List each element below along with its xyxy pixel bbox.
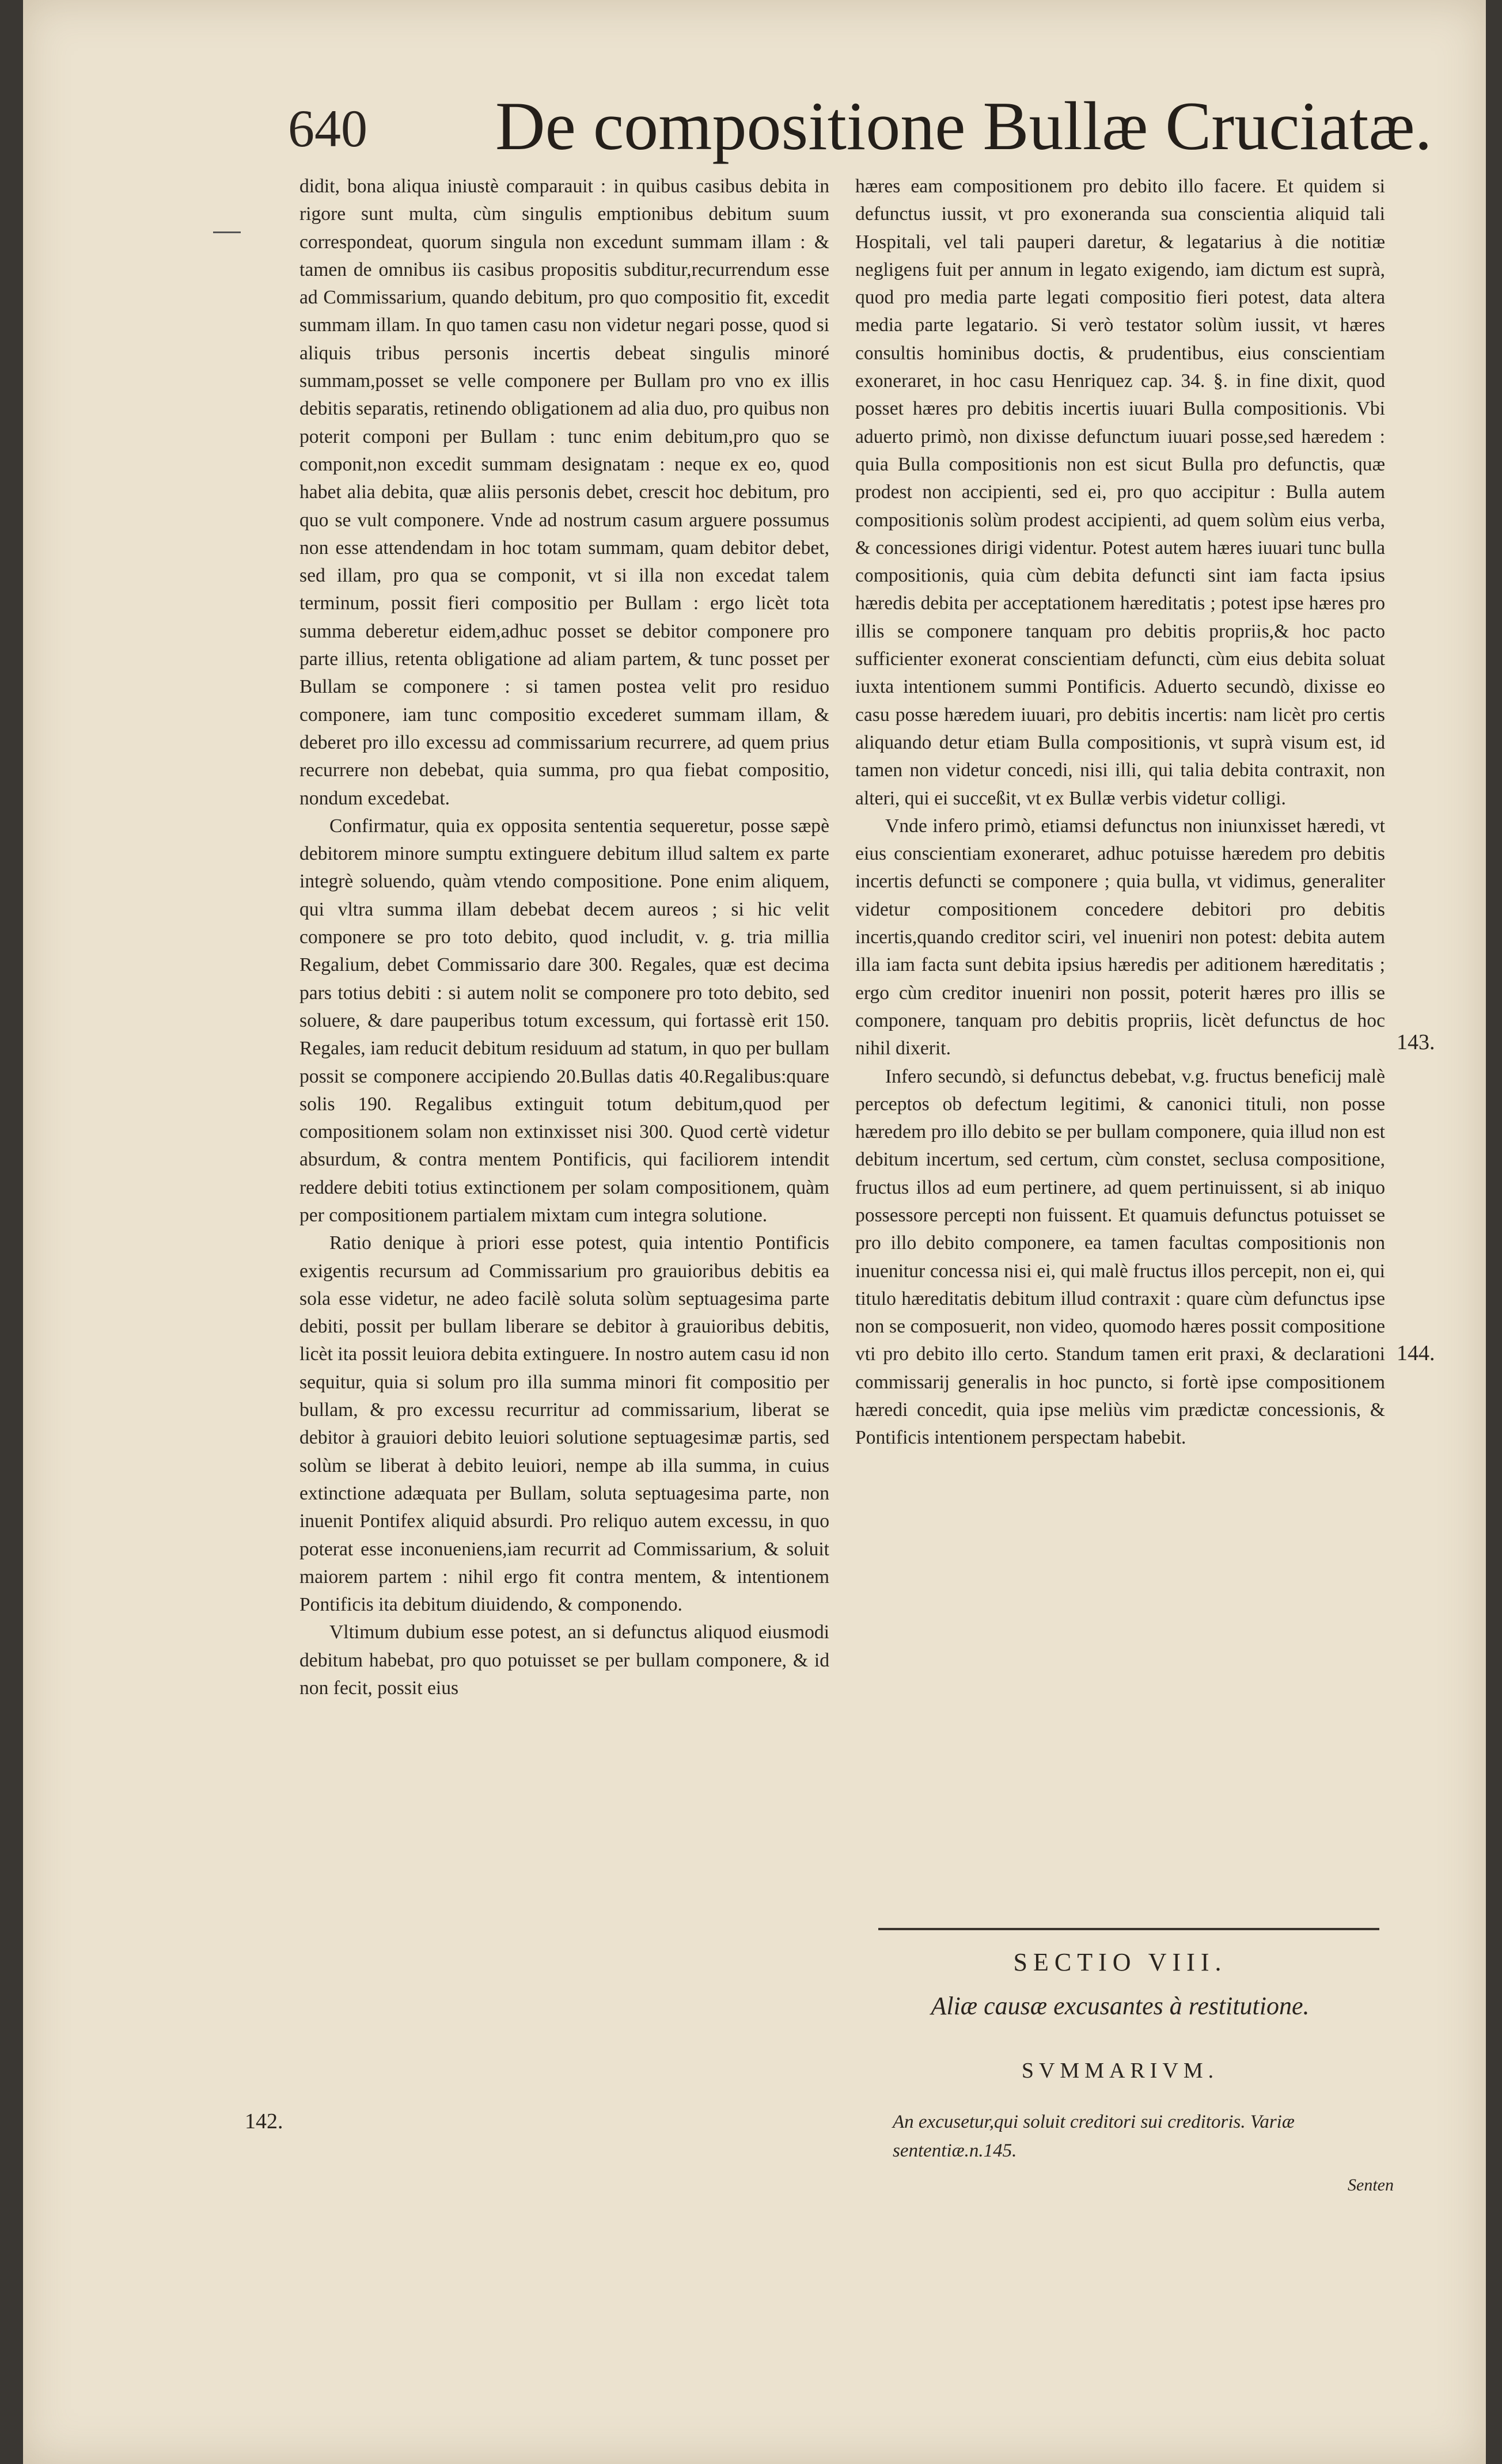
paragraph: Confirmatur, quia ex opposita sententia sequeretur, posse sæpè debitorem minore sumptu extinguere debitum illud saltem ex parte integrè soluendo, quàm vtendo compositione. Pone enim aliquem, qui vltra summa illam debebat decem aureos ; si hic velit componere se pro toto debito, quod includit, v. g. tria millia Regalium, debet Commissario dare 300. Regales, quæ est decima pars totius debiti : si autem nolit se componere pro toto debito, sed soluere, & dare pauperibus totum excessum, qui fortassè erit 150. Regales, iam reducit debitum residuum ad statum, in quo per bullam possit se componere accipiendo 20.Bullas datis 40.Regalibus:quare solis 190. Regalibus extinguit totum debitum,quod per compositionem solam non extinxisset nisi 300. Quod certè videtur absurdum, & contra mentem Pontificis, qui faciliorem intendit reddere debiti totius extinctionem per solam compositionem, quàm per compositionem partialem mixtam cum integra solutione.: [299, 815, 829, 1226]
section-heading: SECTIO VIII.: [1013, 1948, 1227, 1976]
paragraph: Infero secundò, si defunctus debebat, v.g. fructus beneficij malè perceptos ob defectum legitimi, & canonici tituli, non posse hæredem pro illo debito se per bullam componere, quia illud non est debitum incertum, sed certum, cùm constet, seclusa compositione, fructus illos ad eum pertinere, ad quem pertinuissent, si ab iniquo possessore percepti non fuissent. Et quamuis defunctus potuisset se pro illo debito componere, ea tamen facultas compositionis non inuenitur concessa nisi ei, qui malè fructus illos percepit, non ei, qui titulo hæreditatis debitum illud contraxit : quare cùm defunctus ipse non se composuerit, non video, quomodo hæres possit compositione vti pro debito illo certo. Standum tamen erit praxi, & declarationi commissarij generalis in hoc puncto, si fortè ipse compositionem hæredi concedit, quia ipse meliùs vim prædictæ concessionis, & Pontificis intentionem perspectam habebit.: [855, 1065, 1385, 1449]
paragraph: hæres eam compositionem pro debito illo facere. Et quidem si defunctus iussit, vt pro exoneranda sua conscientia aliquid tali Hospitali, vel tali pauperi daretur, & legatarius à die notitiæ negligens fuit per annum in legato exigendo, iam dictum est suprà, quod pro media parte legati compositio fieri potest, data altera media parte legatario. Si verò testator solùm iussit, vt hæres consultis hominibus doctis, & prudentibus, eius conscientiam exoneraret, in hoc casu Henriquez cap. 34. §. in fine dixit, quod posset hæres pro debitis incertis iuuari Bulla compositionis. Vbi aduerto primò, non dixisse defunctum iuuari posse,sed hæredem : quia Bulla compositionis non est sicut Bulla pro defunctis, quæ prodest non accipienti, sed ei, pro quo accipitur : Bulla autem compositionis solùm prodest accipienti, ad quem solùm eius verba, & concessiones dirigi videntur. Potest autem hæres iuuari tunc bulla compositionis, quia cùm debita defuncti sint iam facta ipsius hæredis debita per acceptationem hæreditatis ; potest ipse hæres pro illis se componere tanquam pro debitis propriis,& hoc pacto sufficienter exonerat conscientiam defuncti, cùm eius debita soluat iuxta intentionem summi Pontificis. Aduerto secundò, dixisse eo casu posse hæredem iuuari, pro debitis incertis: nam licèt pro certis aliquando detur etiam Bulla compositionis, vt suprà visum est, id tamen non videtur concedi, nisi illi, qui talia debita contraxit, non alteri, qui ei succeßit, vt ex Bullæ verbis videtur colligi.: [855, 176, 1385, 809]
paragraph: didit, bona aliqua iniustè comparauit : in quibus casibus debita in rigore sunt multa, cùm singulis emptionibus debitum suum correspondeat, quorum singula non excedunt summam illam : & tamen de omnibus iis casibus propositis subditur,recurrendum esse ad Commissarium, quando debitum, pro quo compositio fit, excedit summam illam. In quo tamen casu non videtur negari posse, quod si aliquis tribus personis incertis debeat singulis minoré summam,posset se velle componere per Bullam pro vno ex illis debitis separatis, retinendo obligationem ad alia duo, pro quibus non poterit componi per Bullam : tunc enim debitum,pro quo se componit,non excedit summam designatam : neque ex eo, quod habet alia debita, quæ aliis personis debet, crescit hoc debitum, pro quo se vult componere. Vnde ad nostrum casum arguere possumus non esse attendendam in hoc totam summam, quam debitor debet, sed illam, pro qua se componit, vt si illa non excedat talem terminum, possit fieri compositio per Bullam : ergo licèt tota summa deberetur eidem,adhuc posset se debitor componere pro parte illius, retenta obligatione ad aliam partem, & tunc posset per Bullam se componere : si tamen postea velit pro residuo componere, iam tunc compositio excederet summam illam, & deberet pro illo excessu ad commissarium recurrere, ad quem prius recurrere non debebat, quia summa, pro qua fiebat compositio, nondum excedebat.: [299, 176, 829, 809]
running-head: [23, 86, 1486, 167]
paragraph: Vltimum dubium esse potest, an si defunctus aliquod eiusmodi debitum habebat, pro quo potuisset se per bullam componere, & id non fecit, possit eius: [299, 1622, 829, 1699]
margin-number-142: 142.: [245, 2109, 283, 2133]
margin-dash: [213, 231, 241, 233]
section-subtitle: Aliæ causæ excusantes à restitutione.: [931, 1992, 1310, 2020]
left-column: [299, 173, 829, 1702]
paragraph: Vnde infero primò, etiamsi defunctus non iniunxisset hæredi, vt eius conscientiam exoneraret, adhuc potuisse hæredem pro debitis incertis defuncti se componere ; quia bulla, vt vidimus, generaliter videtur compositionem concedere debitori pro debitis incertis,quando creditor sciri, vel inueniri non potest: debita autem illa iam facta sunt debita ipsius hæredis per aditionem hæreditatis ; ergo cùm creditor inueniri non possit, poterit hæres pro illis se componere, tanquam pro debitis propriis, licèt defunctus de hoc nihil dixerit.: [855, 815, 1385, 1060]
paragraph: Ratio denique à priori esse potest, quia intentio Pontificis exigentis recursum ad Commissarium pro grauioribus debitis ea sola esse videtur, ne adeo facilè soluta solùm septuagesima parte debiti, possit per bullam liberare se debitor à grauioribus debitis, licèt ita possit leuiora debita extinguere. In nostro autem casu id non sequitur, quia si solum pro illa summa minori fit compositio per bullam, & pro excessu recurritur ad commissarium, liberat se debitor à grauiori debito leuiori solutione septuagesimæ partis, sed solùm se liberat à debito leuiori, nempe ab illa summa, in cuius extinctione adæquata per Bullam, soluta septuagesima parte, non inuenit Pontifex aliquid absurdi. Pro reliquo autem excessu, in quo poterat esse inconueniens,iam recurrit ad Commissarium, & soluit maiorem partem : nihil ergo fit contra mentem, & intentionem Pontificis ita debitum diuidendo, & componendo.: [299, 1232, 829, 1616]
section-rule: [878, 1928, 1379, 1930]
right-column: [855, 173, 1385, 1452]
page-number: 640: [288, 99, 367, 158]
summary-heading: SVMMARIVM.: [1021, 2059, 1219, 2083]
catchword: Senten: [1348, 2176, 1394, 2195]
margin-number-144: 144.: [1397, 1341, 1435, 1365]
book-page: [23, 0, 1486, 2464]
margin-number-143: 143.: [1397, 1030, 1435, 1054]
running-title: De compositione Bullæ Cruciatæ.: [495, 88, 1432, 164]
summary-text: An excusetur,qui soluit creditori sui creditoris. Variæ sententiæ.n.145.: [893, 2112, 1295, 2161]
